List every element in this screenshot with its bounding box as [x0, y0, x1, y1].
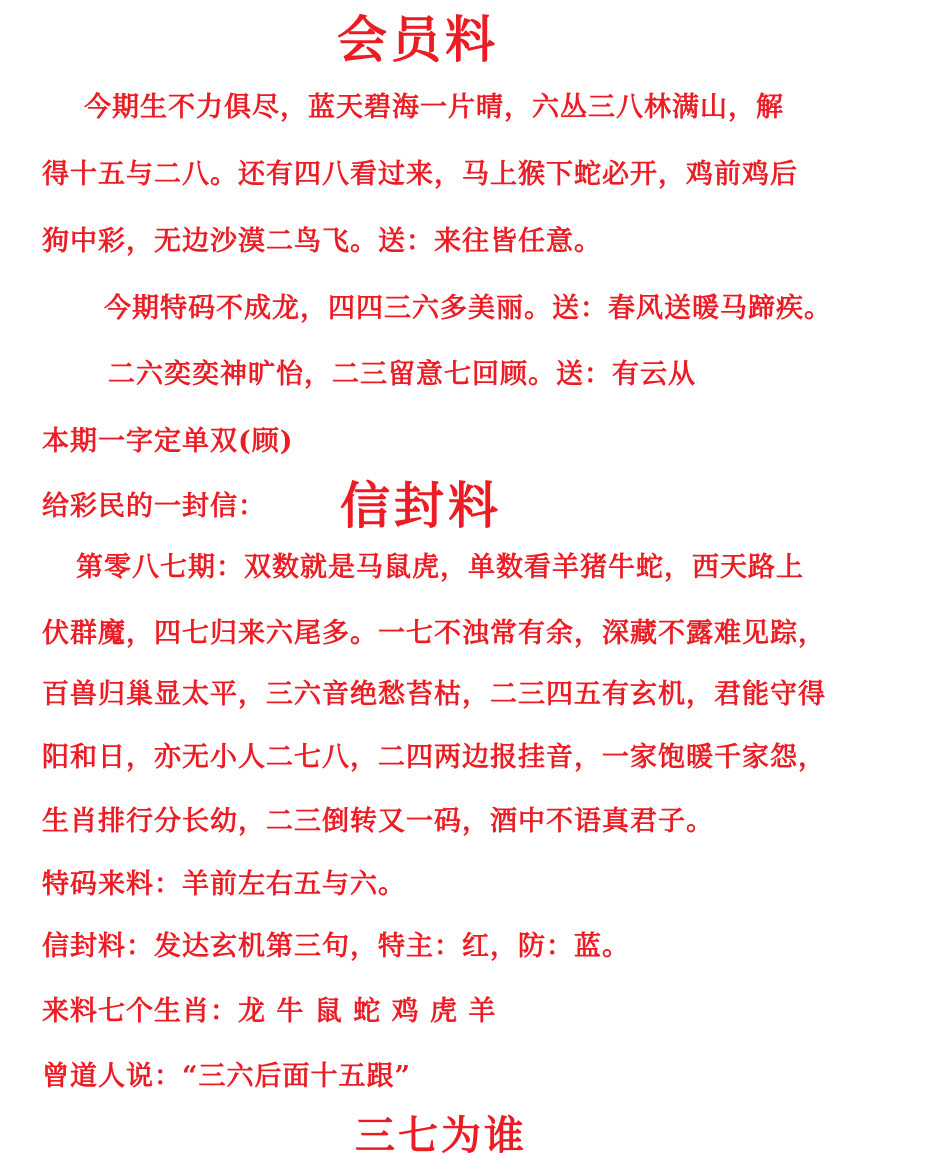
- member-para3: 二六奕奕神旷怡，二三留意七回顾。送：有云从: [108, 359, 696, 390]
- envelope-line5: 生肖排行分长幼，二三倒转又一码，酒中不语真君子。: [42, 806, 714, 837]
- member-para1-line2: 得十五与二八。还有四八看过来，马上猴下蛇必开，鸡前鸡后: [42, 159, 798, 190]
- envelope-line1: 第零八七期：双数就是马鼠虎，单数看羊猪牛蛇，西天路上: [76, 552, 804, 583]
- envelope-line3: 百兽归巢显太平，三六音绝愁苔枯，二三四五有玄机，君能守得: [42, 679, 826, 710]
- envelope-line2: 伏群魔，四七归来六尾多。一七不浊常有余，深藏不露难见踪，: [42, 618, 826, 649]
- zeng-says: 曾道人说：“三六后面十五跟”: [42, 1061, 412, 1092]
- title-bottom: 三七为谁: [355, 1112, 527, 1159]
- envelope-note: 信封料：发达玄机第三句，特主：红，防：蓝。: [42, 931, 630, 962]
- envelope-line4: 阳和日，亦无小人二七八，二四两边报挂音，一家饱暖千家怨，: [42, 742, 826, 773]
- member-para2: 今期特码不成龙，四四三六多美丽。送：春风送暖马蹄疾。: [104, 293, 832, 324]
- title-envelope: 信封料: [340, 476, 502, 535]
- member-para4: 本期一字定单双(顾): [42, 426, 294, 457]
- seven-zodiacs: 来料七个生肖：龙 牛 鼠 蛇 鸡 虎 羊: [42, 996, 497, 1027]
- letter-label: 给彩民的一封信：: [42, 491, 266, 522]
- tema-source: 特码来料：羊前左右五与六。: [42, 869, 406, 900]
- title-member: 会员料: [337, 10, 499, 69]
- member-para1-line1: 今期生不力俱尽，蓝天碧海一片晴，六丛三八林满山，解: [84, 92, 784, 123]
- member-para1-line3: 狗中彩，无边沙漠二鸟飞。送：来往皆任意。: [42, 226, 602, 257]
